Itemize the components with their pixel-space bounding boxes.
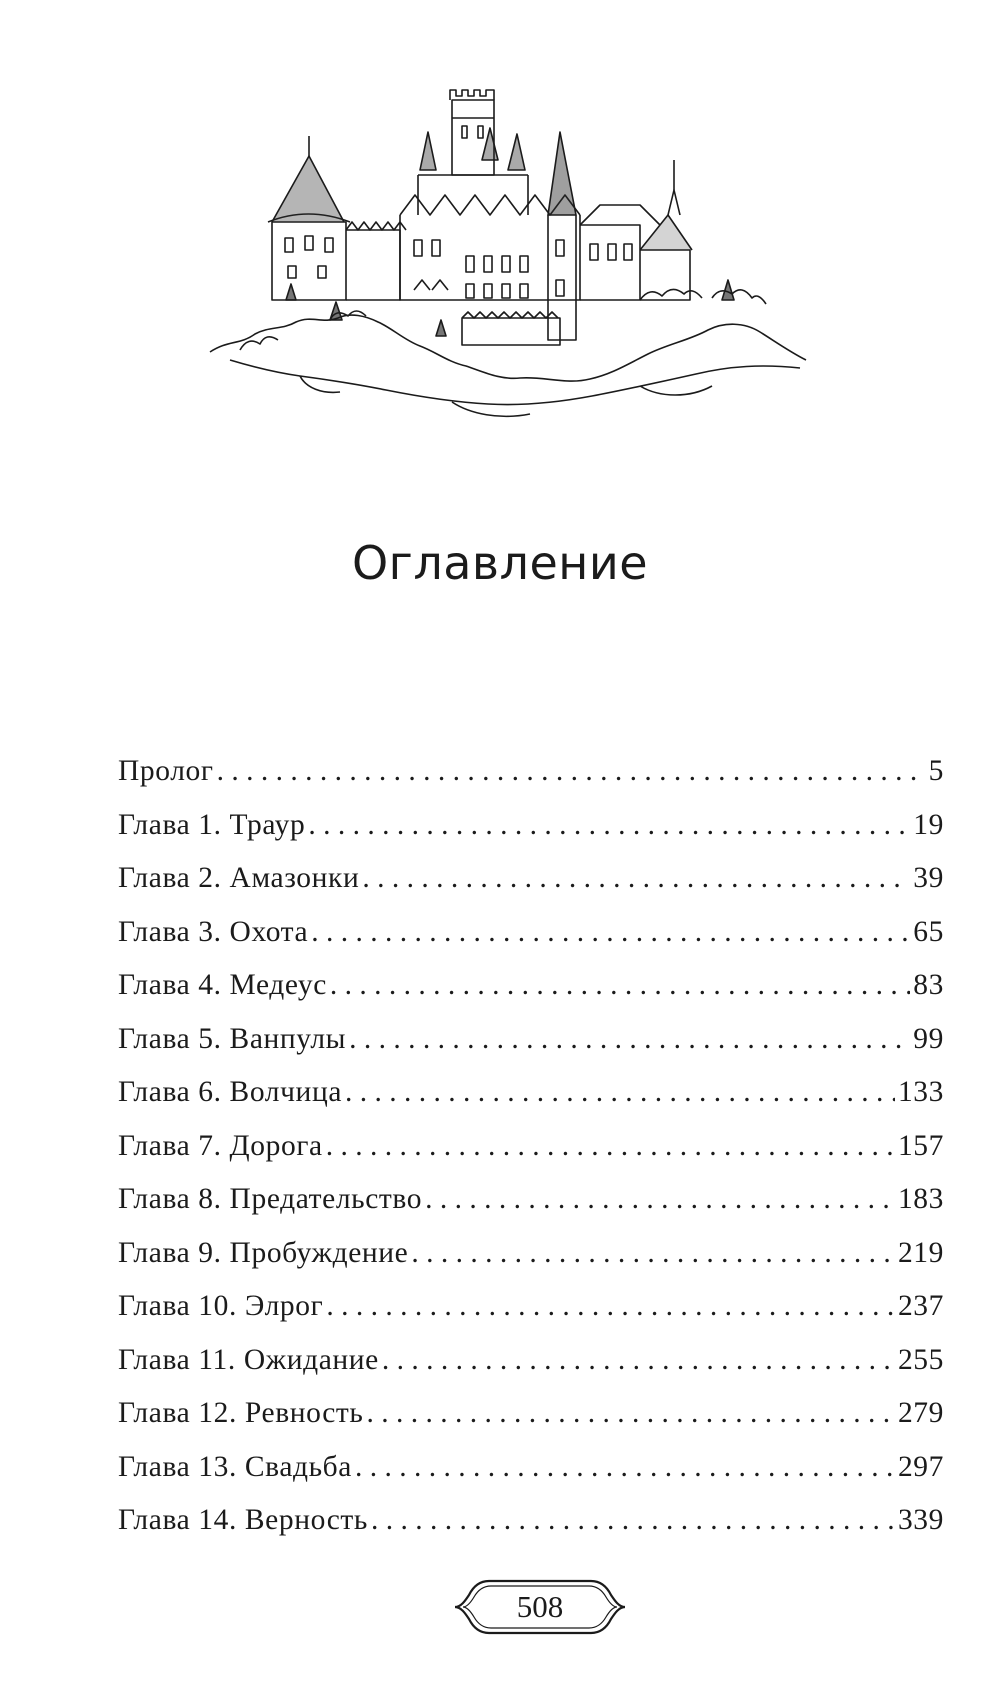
toc-entry-title: Глава 4. Медеус <box>118 969 327 1001</box>
toc-entry-page: 297 <box>897 1450 944 1483</box>
page-title: Оглавление <box>351 535 649 590</box>
toc-entry-title: Глава 11. Ожидание <box>118 1343 379 1376</box>
toc-entry[interactable] <box>118 755 944 809</box>
toc-entry-title: Глава 1. Траур <box>118 808 306 841</box>
toc-dot-leader <box>349 1023 910 1056</box>
toc-entry[interactable] <box>118 1183 944 1237</box>
toc-dot-leader <box>330 969 910 1002</box>
toc-dot-leader <box>311 916 910 949</box>
toc-dot-leader <box>371 1504 895 1537</box>
toc-entry-title: Глава 10. Элрог <box>118 1290 324 1322</box>
toc-entry[interactable] <box>118 809 944 863</box>
toc-entry-page: 65 <box>913 915 944 948</box>
toc-dot-leader <box>366 1397 894 1430</box>
toc-entry-page: 99 <box>913 1022 944 1055</box>
toc-entry-title: Глава 3. Охота <box>118 915 309 948</box>
toc-entry-page: 219 <box>897 1236 944 1269</box>
toc-entry-title: Глава 8. Предательство <box>118 1183 423 1215</box>
toc-entry-page: 255 <box>897 1343 944 1376</box>
toc-entry[interactable] <box>118 1076 944 1130</box>
toc-entry[interactable] <box>118 1504 944 1558</box>
toc-entry[interactable] <box>118 1451 944 1505</box>
toc-dot-leader <box>411 1237 895 1270</box>
toc-entry-title: Глава 2. Амазонки <box>118 862 360 894</box>
toc-entry-title: Глава 7. Дорога <box>118 1129 323 1162</box>
toc-dot-leader <box>425 1183 895 1216</box>
toc-dot-leader <box>326 1290 895 1323</box>
table-of-contents <box>118 755 944 1558</box>
toc-entry-page: 19 <box>913 808 944 841</box>
toc-entry-page: 83 <box>913 969 944 1001</box>
toc-entry-page: 183 <box>897 1183 944 1215</box>
page-number: 508 <box>516 1589 564 1624</box>
toc-entry-title: Пролог <box>118 755 214 787</box>
toc-entry-page: 133 <box>897 1076 944 1108</box>
toc-entry-title: Глава 12. Ревность <box>118 1397 364 1429</box>
toc-dot-leader <box>326 1130 895 1163</box>
castle-illustration <box>200 75 870 445</box>
toc-entry-title: Глава 14. Верность <box>118 1504 368 1536</box>
toc-dot-leader <box>345 1076 895 1109</box>
toc-entry[interactable] <box>118 1344 944 1398</box>
toc-entry-title: Глава 6. Волчица <box>118 1076 343 1108</box>
toc-entry[interactable] <box>118 916 944 970</box>
toc-entry[interactable] <box>118 969 944 1023</box>
toc-entry[interactable] <box>118 1023 944 1077</box>
toc-entry[interactable] <box>118 862 944 916</box>
toc-entry-title: Глава 5. Ванпулы <box>118 1022 347 1055</box>
toc-entry[interactable] <box>118 1397 944 1451</box>
toc-entry-page: 39 <box>913 862 944 894</box>
toc-entry[interactable] <box>118 1237 944 1291</box>
toc-entry-title: Глава 9. Пробуждение <box>118 1236 409 1269</box>
toc-entry-page: 339 <box>897 1504 944 1536</box>
toc-dot-leader <box>382 1344 895 1377</box>
toc-dot-leader <box>308 809 910 842</box>
toc-entry-page: 279 <box>897 1397 944 1429</box>
toc-entry-title: Глава 13. Свадьба <box>118 1450 352 1483</box>
toc-entry[interactable] <box>118 1130 944 1184</box>
toc-entry-page: 237 <box>897 1290 944 1322</box>
toc-entry-page: 157 <box>897 1129 944 1162</box>
toc-dot-leader <box>355 1451 895 1484</box>
toc-dot-leader <box>217 755 926 788</box>
toc-entry[interactable] <box>118 1290 944 1344</box>
toc-entry-page: 5 <box>928 755 944 787</box>
toc-dot-leader <box>362 862 910 895</box>
